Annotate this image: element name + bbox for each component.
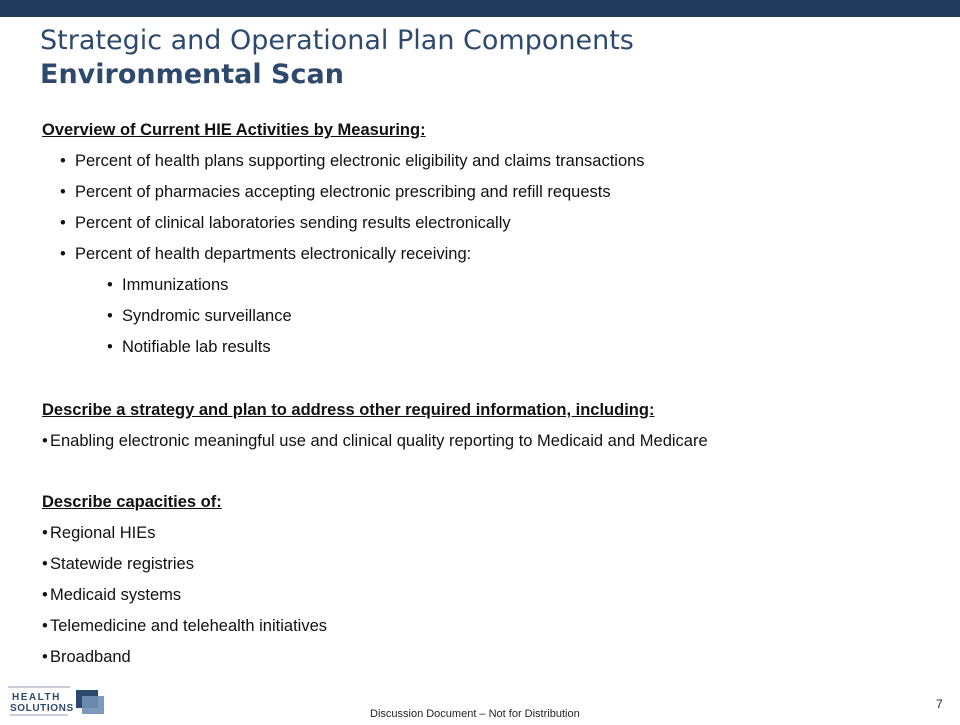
list-item: • Regional HIEs [42,524,156,542]
logo-text-line1: HEALTH [12,692,61,703]
page-number: 7 [936,697,943,711]
logo-text-line2: SOLUTIONS [10,703,74,714]
title-line-1: Strategic and Operational Plan Components [40,25,634,56]
sub-list-item: • Notifiable lab results [107,338,271,356]
title-line-2: Environmental Scan [40,59,344,90]
section-heading-capacities: Describe capacities of: [42,493,222,511]
list-item: • Enabling electronic meaningful use and clinical quality reporting to Medicaid and Medicare [42,432,708,450]
footer-disclaimer: Discussion Document – Not for Distribution [370,708,580,720]
slide-title [40,24,634,92]
list-item: • Percent of clinical laboratories sending results electronically [60,214,511,232]
list-item: • Telemedicine and telehealth initiatives [42,617,328,635]
list-item: • Medicaid systems [42,586,182,604]
footer [0,700,960,720]
sub-list-item: • Syndromic surveillance [107,307,292,325]
top-banner [0,0,960,17]
list-item: • Percent of health plans supporting electronic eligibility and claims transactions [60,152,645,170]
list-item: • Broadband [42,648,131,666]
section-heading-overview: Overview of Current HIE Activities by Measuring: [42,121,426,139]
list-item: • Percent of pharmacies accepting electronic prescribing and refill requests [60,183,611,201]
list-item: • Statewide registries [42,555,194,573]
section-heading-strategy: Describe a strategy and plan to address other required information, including: [42,401,655,419]
list-item: • Percent of health departments electronically receiving: [60,245,472,263]
sub-list-item: • Immunizations [107,276,229,294]
